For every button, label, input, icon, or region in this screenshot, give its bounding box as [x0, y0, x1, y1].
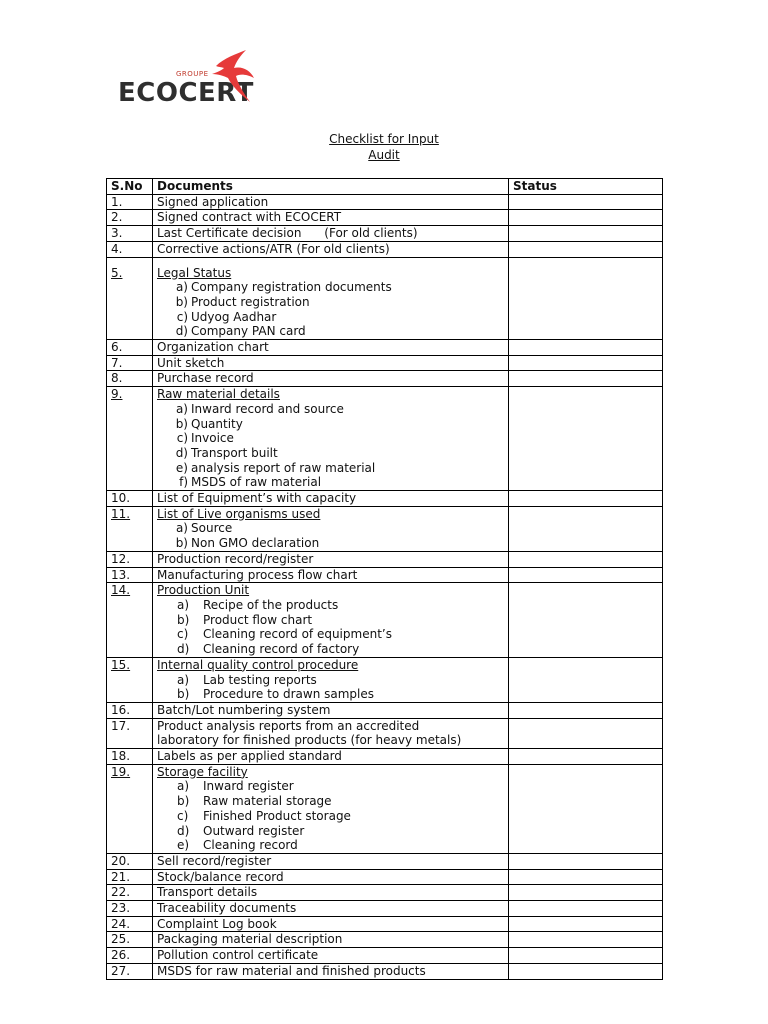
row-document — [153, 567, 509, 583]
status-cell[interactable] — [509, 506, 663, 551]
table-row — [107, 241, 663, 257]
sub-item-letter: a) — [175, 401, 188, 416]
table-row — [107, 853, 663, 869]
row-number — [107, 869, 153, 885]
row-number-text: 5. — [111, 265, 123, 280]
sub-item — [157, 431, 504, 446]
documents-header: Documents — [153, 179, 509, 195]
sub-item — [157, 280, 504, 295]
row-number — [107, 718, 153, 748]
row-number-text: 17. — [111, 718, 131, 733]
document-name: Labels as per applied standard — [157, 749, 342, 764]
row-number-text: 23. — [111, 901, 131, 916]
row-document — [153, 241, 509, 257]
sub-item — [157, 598, 504, 613]
sub-item-letter: a) — [175, 521, 188, 536]
sub-item-letter: f) — [179, 475, 188, 490]
document-name: Storage facility — [157, 764, 248, 779]
table-row — [107, 916, 663, 932]
row-number-text: 13. — [111, 567, 131, 582]
row-document — [153, 371, 509, 387]
table-row — [107, 749, 663, 765]
row-number — [107, 194, 153, 210]
row-document — [153, 963, 509, 979]
document-name: Legal Status — [157, 265, 232, 280]
row-number-text: 15. — [111, 657, 131, 672]
table-row — [107, 963, 663, 979]
row-number-text: 4. — [111, 241, 123, 256]
row-number — [107, 583, 153, 658]
logo-groupe-text: GROUPE — [176, 70, 209, 78]
logo-brand-text: ECOCERT — [118, 78, 254, 108]
status-cell[interactable] — [509, 210, 663, 226]
sub-item-text: Invoice — [191, 431, 234, 446]
sub-item — [157, 794, 504, 809]
document-name: Traceability documents — [157, 901, 297, 916]
sub-item-letter: b) — [175, 536, 188, 551]
row-number-text: 25. — [111, 932, 131, 947]
sub-item-letter: e) — [177, 838, 190, 853]
status-cell[interactable] — [509, 932, 663, 948]
document-name: Batch/Lot numbering system — [157, 702, 331, 717]
table-row — [107, 764, 663, 853]
table-row — [107, 901, 663, 917]
sub-item — [157, 809, 504, 824]
table-row — [107, 506, 663, 551]
document-name: Organization chart — [157, 340, 269, 355]
sub-item-letter: a) — [177, 597, 190, 612]
row-document — [153, 764, 509, 853]
sub-item — [157, 475, 504, 490]
document-name: Internal quality control procedure — [157, 657, 359, 672]
row-number — [107, 506, 153, 551]
row-number-text: 19. — [111, 764, 131, 779]
row-document — [153, 551, 509, 567]
sub-item-list — [157, 598, 504, 657]
sub-item-letter: d) — [175, 445, 188, 460]
row-number-text: 16. — [111, 702, 131, 717]
row-document — [153, 583, 509, 658]
document-name-continued: laboratory for finished products (for heavy metals) — [157, 733, 462, 748]
document-name: MSDS for raw material and finished products — [157, 963, 426, 978]
document-name: Production Unit — [157, 583, 250, 598]
sub-item-letter: c) — [177, 808, 189, 823]
row-number — [107, 355, 153, 371]
row-number-text: 11. — [111, 506, 131, 521]
document-name: Signed contract with ECOCERT — [157, 210, 342, 225]
sub-item-letter: c) — [177, 627, 189, 642]
row-number-text: 26. — [111, 948, 131, 963]
sub-item-letter: a) — [177, 672, 190, 687]
status-cell[interactable] — [509, 885, 663, 901]
row-number-text: 22. — [111, 885, 131, 900]
table-row — [107, 355, 663, 371]
row-number-text: 18. — [111, 749, 131, 764]
status-header: Status — [509, 179, 663, 195]
row-document — [153, 948, 509, 964]
sub-item-list — [157, 402, 504, 490]
row-number — [107, 853, 153, 869]
row-number-text: 12. — [111, 551, 131, 566]
sub-item-text: Lab testing reports — [203, 672, 317, 687]
sub-item-text: analysis report of raw material — [191, 460, 376, 475]
ecocert-logo — [118, 48, 258, 112]
document-name: Production record/register — [157, 551, 314, 566]
row-number-text: 10. — [111, 491, 131, 506]
sub-item-text: Inward register — [203, 779, 294, 794]
row-document — [153, 749, 509, 765]
sub-item-letter: d) — [175, 324, 188, 339]
sub-item-text: Non GMO declaration — [191, 536, 320, 551]
sub-item-text: Inward record and source — [191, 401, 344, 416]
row-document — [153, 718, 509, 748]
sub-item-text: Source — [191, 521, 233, 536]
table-row — [107, 551, 663, 567]
status-cell[interactable] — [509, 764, 663, 853]
row-document — [153, 916, 509, 932]
sub-item-letter: e) — [175, 460, 188, 475]
sub-item — [157, 673, 504, 688]
document-name: Product analysis reports from an accredited — [157, 718, 420, 733]
document-name: Purchase record — [157, 371, 254, 386]
sub-item-text: Cleaning record of equipment’s — [203, 627, 392, 642]
document-name: Packaging material description — [157, 932, 343, 947]
status-cell[interactable] — [509, 371, 663, 387]
sub-item — [157, 536, 504, 551]
row-number — [107, 932, 153, 948]
sub-item — [157, 402, 504, 417]
row-number-text: 3. — [111, 226, 123, 241]
table-row — [107, 340, 663, 356]
sub-item-letter: a) — [177, 779, 190, 794]
document-name: Corrective actions/ATR (For old clients) — [157, 241, 390, 256]
row-number-text: 14. — [111, 583, 131, 598]
title-line-1: Checklist for Input — [329, 132, 439, 146]
status-cell[interactable] — [509, 387, 663, 491]
row-number — [107, 885, 153, 901]
table-row — [107, 387, 663, 491]
sub-item — [157, 446, 504, 461]
sub-item-list — [157, 779, 504, 853]
row-document — [153, 257, 509, 340]
sub-item — [157, 824, 504, 839]
sub-item — [157, 310, 504, 325]
sub-item-text: Cleaning record — [203, 838, 298, 853]
sub-item-letter: a) — [175, 280, 188, 295]
status-cell[interactable] — [509, 491, 663, 507]
table-row — [107, 226, 663, 242]
document-name: List of Live organisms used — [157, 506, 321, 521]
row-number — [107, 567, 153, 583]
table-row — [107, 491, 663, 507]
status-cell[interactable] — [509, 963, 663, 979]
sub-item — [157, 779, 504, 794]
row-document — [153, 226, 509, 242]
status-cell[interactable] — [509, 702, 663, 718]
swallow-bird-icon — [210, 48, 256, 104]
row-document — [153, 387, 509, 491]
sub-item-letter: b) — [177, 612, 190, 627]
table-header-row — [107, 179, 663, 195]
table-row — [107, 257, 663, 340]
sub-item-letter: d) — [177, 642, 190, 657]
row-number — [107, 226, 153, 242]
table-row — [107, 718, 663, 748]
row-number — [107, 749, 153, 765]
row-document — [153, 702, 509, 718]
row-document — [153, 506, 509, 551]
row-number — [107, 210, 153, 226]
document-name: Signed application — [157, 194, 269, 209]
sub-item-letter: c) — [176, 431, 188, 446]
row-number-text: 21. — [111, 869, 131, 884]
row-number-text: 27. — [111, 963, 131, 978]
sub-item-text: Quantity — [191, 416, 243, 431]
document-name: Pollution control certificate — [157, 948, 319, 963]
document-name: Raw material details — [157, 387, 280, 402]
status-cell[interactable] — [509, 657, 663, 702]
table-row — [107, 702, 663, 718]
document-name: Manufacturing process flow chart — [157, 567, 358, 582]
sub-item-text: Raw material storage — [203, 794, 332, 809]
status-cell[interactable] — [509, 241, 663, 257]
status-cell[interactable] — [509, 551, 663, 567]
sub-item-text: Product flow chart — [203, 612, 313, 627]
sub-item-list — [157, 673, 504, 702]
table-row — [107, 948, 663, 964]
sub-item-text: Recipe of the products — [203, 597, 339, 612]
row-number — [107, 387, 153, 491]
row-document — [153, 355, 509, 371]
status-cell[interactable] — [509, 355, 663, 371]
sub-item — [157, 627, 504, 642]
row-number-text: 1. — [111, 194, 123, 209]
row-number-text: 20. — [111, 853, 131, 868]
sub-item-text: Transport built — [191, 445, 278, 460]
sub-item-text: Procedure to drawn samples — [203, 687, 374, 702]
row-number — [107, 702, 153, 718]
table-row — [107, 371, 663, 387]
table-row — [107, 885, 663, 901]
status-cell[interactable] — [509, 718, 663, 748]
sub-item-text: Company PAN card — [191, 324, 306, 339]
document-name: Stock/balance record — [157, 869, 284, 884]
row-document — [153, 340, 509, 356]
sub-item — [157, 642, 504, 657]
sub-item-letter: b) — [177, 687, 190, 702]
sub-item-letter: b) — [175, 416, 188, 431]
sub-item-list — [157, 521, 504, 550]
row-number — [107, 257, 153, 340]
row-number — [107, 491, 153, 507]
row-number — [107, 371, 153, 387]
sno-header: S.No — [107, 179, 153, 195]
sub-item-text: Finished Product storage — [203, 808, 351, 823]
row-document — [153, 853, 509, 869]
table-row — [107, 869, 663, 885]
sub-item — [157, 838, 504, 853]
sub-item-letter: b) — [177, 794, 190, 809]
row-number — [107, 916, 153, 932]
sub-item — [157, 521, 504, 536]
document-name: Sell record/register — [157, 853, 272, 868]
sub-item-text: Udyog Aadhar — [191, 309, 277, 324]
status-cell[interactable] — [509, 749, 663, 765]
sub-item-text: Product registration — [191, 294, 310, 309]
row-number-text: 8. — [111, 371, 123, 386]
row-document — [153, 901, 509, 917]
row-number — [107, 551, 153, 567]
sub-item — [157, 295, 504, 310]
row-document — [153, 869, 509, 885]
checklist-table — [106, 178, 663, 980]
sub-item-text: MSDS of raw material — [191, 475, 322, 490]
status-cell[interactable] — [509, 853, 663, 869]
sub-item-letter: b) — [175, 294, 188, 309]
row-number — [107, 241, 153, 257]
row-document — [153, 210, 509, 226]
document-title — [0, 131, 768, 163]
sub-item — [157, 687, 504, 702]
status-cell[interactable] — [509, 901, 663, 917]
sub-item-letter: d) — [177, 823, 190, 838]
sub-item-list — [157, 280, 504, 339]
document-name: Unit sketch — [157, 355, 225, 370]
status-cell[interactable] — [509, 340, 663, 356]
table-row — [107, 567, 663, 583]
row-number — [107, 963, 153, 979]
sub-item-letter: c) — [176, 309, 188, 324]
row-document — [153, 657, 509, 702]
row-document — [153, 932, 509, 948]
status-cell[interactable] — [509, 916, 663, 932]
table-row — [107, 932, 663, 948]
sub-item — [157, 417, 504, 432]
table-row — [107, 583, 663, 658]
row-number — [107, 948, 153, 964]
document-name: List of Equipment’s with capacity — [157, 491, 357, 506]
status-cell[interactable] — [509, 226, 663, 242]
row-document — [153, 194, 509, 210]
sub-item-text: Outward register — [203, 823, 305, 838]
row-number — [107, 901, 153, 917]
sub-item-text: Cleaning record of factory — [203, 642, 360, 657]
row-number — [107, 657, 153, 702]
sub-item — [157, 461, 504, 476]
status-cell[interactable] — [509, 257, 663, 340]
table-row — [107, 210, 663, 226]
row-document — [153, 491, 509, 507]
row-document — [153, 885, 509, 901]
table-row — [107, 194, 663, 210]
row-number — [107, 340, 153, 356]
document-name: Transport details — [157, 885, 258, 900]
sub-item — [157, 324, 504, 339]
document-name: Complaint Log book — [157, 916, 277, 931]
row-number-text: 9. — [111, 387, 123, 402]
table-row — [107, 657, 663, 702]
title-line-2: Audit — [368, 148, 400, 162]
row-number-text: 2. — [111, 210, 123, 225]
row-number-text: 7. — [111, 355, 123, 370]
row-number-text: 24. — [111, 916, 131, 931]
sub-item — [157, 613, 504, 628]
row-number-text: 6. — [111, 340, 123, 355]
status-cell[interactable] — [509, 194, 663, 210]
row-number — [107, 764, 153, 853]
document-name: Last Certificate decision (For old clients) — [157, 226, 418, 241]
status-cell[interactable] — [509, 567, 663, 583]
status-cell[interactable] — [509, 583, 663, 658]
status-cell[interactable] — [509, 948, 663, 964]
sub-item-text: Company registration documents — [191, 280, 392, 295]
status-cell[interactable] — [509, 869, 663, 885]
